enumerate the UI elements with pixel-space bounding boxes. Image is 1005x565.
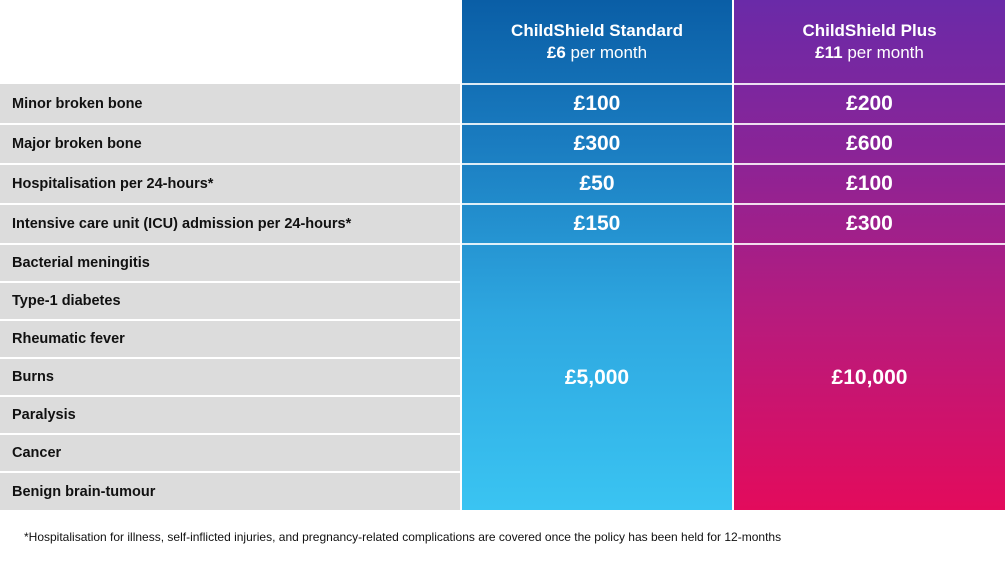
standard-value-major-broken-bone: £300	[573, 132, 621, 155]
condition-label-bacterial-meningitis: Bacterial meningitis	[0, 245, 460, 281]
row-label-minor-broken-bone: Minor broken bone	[0, 84, 460, 123]
standard-value-hospitalisation: £50	[579, 172, 615, 195]
standard-value-minor-broken-bone: £100	[573, 91, 621, 115]
row-label-hospitalisation: Hospitalisation per 24-hours*	[0, 165, 460, 203]
plus-plan-header	[734, 0, 1005, 83]
plus-plan-name: ChildShield Plus	[802, 20, 937, 40]
plus-plan-price: £11 per month	[815, 42, 924, 62]
standard-plan-price: £6 per month	[546, 42, 648, 62]
plus-value-icu-admission: £300	[846, 212, 893, 235]
standard-value-icu-admission: £150	[573, 212, 621, 235]
plus-value-hospitalisation: £100	[846, 172, 893, 195]
standard-plan-header	[462, 0, 732, 83]
plus-value-conditions: £10,000	[831, 365, 908, 389]
standard-plan-name: ChildShield Standard	[511, 20, 683, 40]
row-label-icu-admission: Intensive care unit (ICU) admission per 24-hours*	[0, 205, 460, 243]
footnote: *Hospitalisation for illness, self-inflicted injuries, and pregnancy-related complications are covered once the policy has been held for 12-months	[24, 530, 782, 544]
condition-label-paralysis: Paralysis	[0, 397, 460, 433]
standard-value-conditions: £5,000	[564, 365, 630, 389]
condition-label-cancer: Cancer	[0, 435, 460, 471]
condition-label-burns: Burns	[0, 359, 460, 395]
row-label-major-broken-bone: Major broken bone	[0, 125, 460, 163]
condition-label-benign-brain-tumour: Benign brain-tumour	[0, 473, 460, 510]
plus-value-minor-broken-bone: £200	[846, 91, 893, 115]
condition-label-rheumatic-fever: Rheumatic fever	[0, 321, 460, 357]
plus-value-major-broken-bone: £600	[846, 132, 893, 155]
condition-label-type-1-diabetes: Type-1 diabetes	[0, 283, 460, 319]
